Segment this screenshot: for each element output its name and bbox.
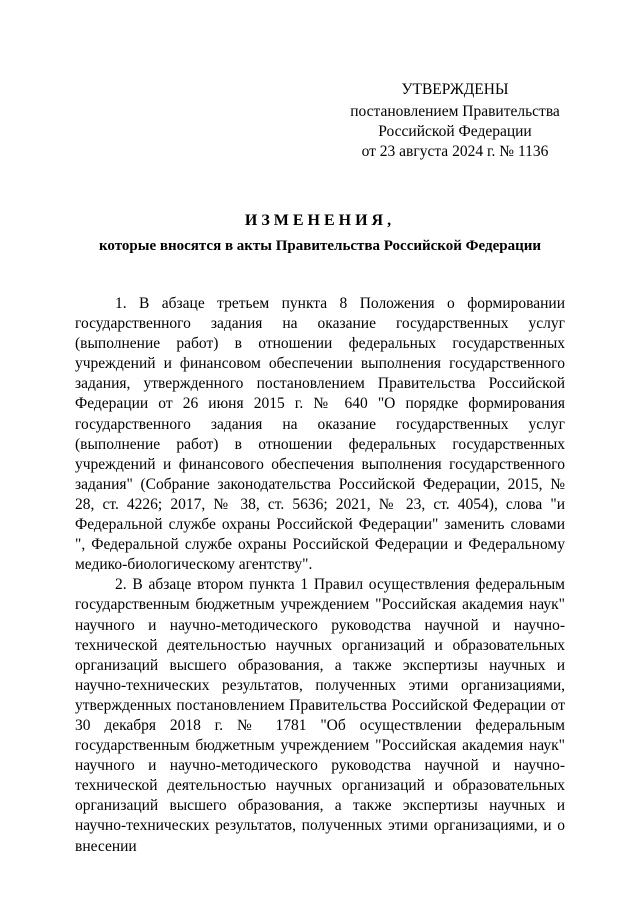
document-subtitle: которые вносятся в акты Правительства Российской Федерации	[98, 238, 542, 254]
document-body	[75, 294, 565, 857]
paragraph-2: 2. В абзаце втором пункта 1 Правил осуществления федеральным государственным бюджетным учреждением "Российская академия наук" научного и научно-методического руководства научной и научно-технической деятельностью научных организаций и образовательных организаций высшего образования, а также экспертизы научных и научно-технических результатов, полученных этими организациями, утвержденных постановлением Правительства Российской Федерации от 30 декабря 2018 г. № 1781 "Об осуществлении федеральным государственным бюджетным учреждением "Российская академия наук" научного и научно-методического руководства научной и научно-технической деятельностью научных организаций и образовательных организаций высшего образования, а также экспертизы научных и научно-технических результатов, полученных этими организациями, и о внесении	[75, 576, 565, 855]
approval-block	[340, 80, 570, 162]
approval-stamp: УТВЕРЖДЕНЫ	[401, 81, 509, 98]
approval-line-1: постановлением Правительства	[350, 103, 560, 120]
approval-line-3: от 23 августа 2024 г. № 1136	[361, 143, 549, 160]
paragraph-1: 1. В абзаце третьем пункта 8 Положения о формировании государственного задания на оказание государственных услуг (выполнение работ) в отношении федеральных государственных учреждений и финансовом обеспечении выполнения государственного задания, утвержденного постановлением Правительства Российской Федерации от 26 июня 2015 г. № 640 "О порядке формирования государственного задания на оказание государственных услуг (выполнение работ) в отношении федеральных государственных учреждений и финансового обеспечения выполнения государственного задания" (Собрание законодательства Российской Федерации, 2015, № 28, ст. 4226; 2017, № 38, ст. 5636; 2021, № 23, ст. 4054), слова "и Федеральной службе охраны Российской Федерации" заменить словами ", Федеральной службе охраны Российской Федерации и Федеральному медико-биологическому агентству".	[75, 295, 565, 574]
document-title: ИЗМЕНЕНИЯ,	[244, 212, 396, 229]
approval-line-2: Российской Федерации	[378, 123, 532, 140]
